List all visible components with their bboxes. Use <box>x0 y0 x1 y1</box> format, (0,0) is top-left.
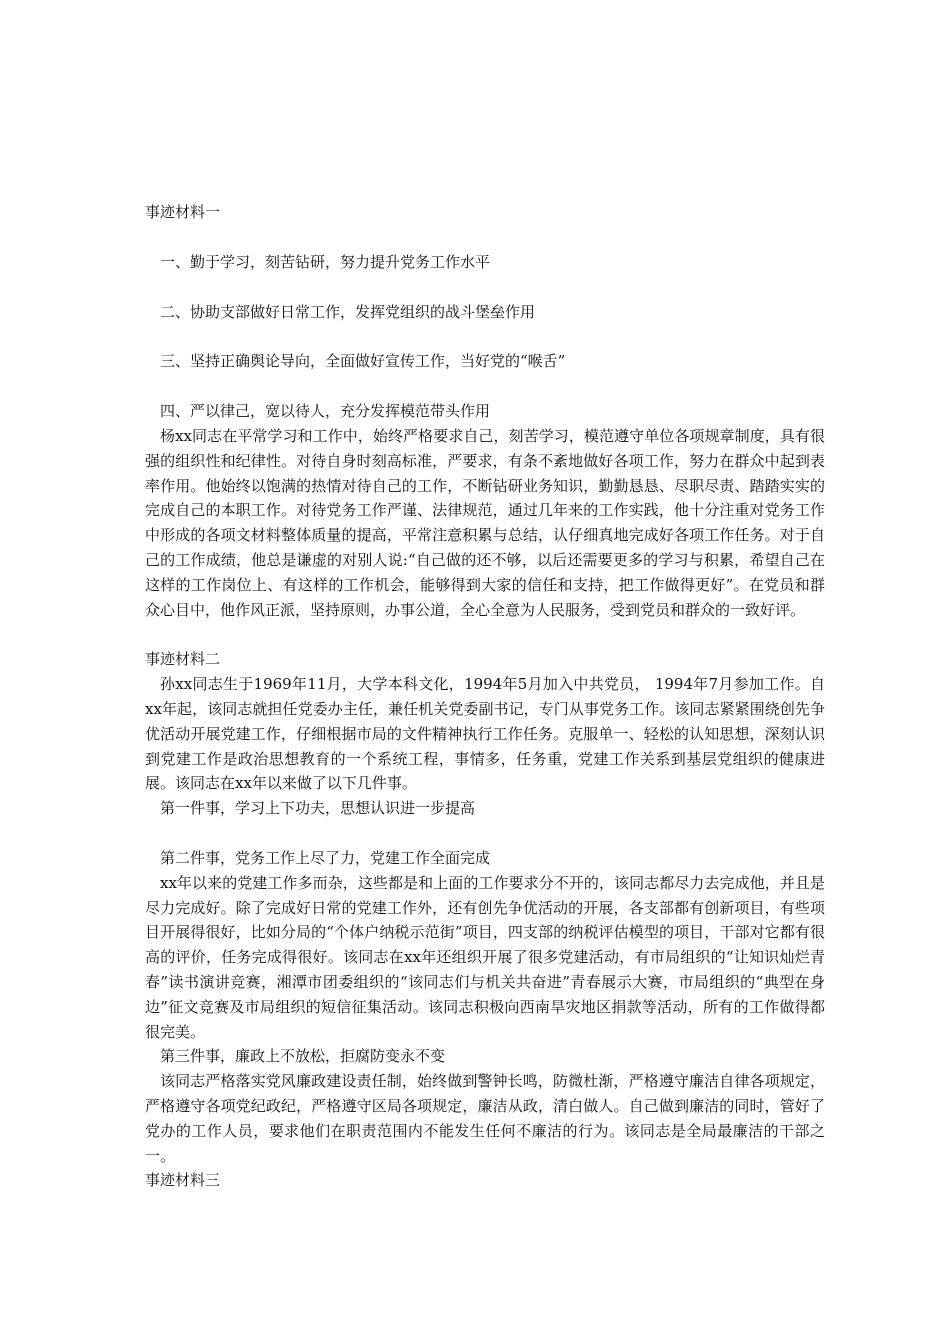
heading-1: 一、勤于学习，刻苦钻研，努力提升党务工作水平 <box>160 252 491 271</box>
item-heading-2: 第二件事，党务工作上尽了力，党建工作全面完成 <box>160 848 491 867</box>
heading-2: 二、协助支部做好日常工作，发挥党组织的战斗堡垒作用 <box>160 302 536 321</box>
section-title-2: 事迹材料二 <box>145 650 221 669</box>
item-text-2: xx年以来的党建工作多而杂，这些都是和上面的工作要求分不开的，该同志都尽力去完成他，并且是尽力完成好。除了完成好日常的党建工作外，还有创先争优活动的开展，各支部都有创新项目，有些项目开展得很好，比如分局的“个体户纳税示范街”项目，四支部的纳税评估模型的项目，干部对它都有很高的评价，任务完成得很好。该同志在xx年还组织开展了很多党建活动，有市局组织的“让知识灿烂青春”读书演讲竞赛，湘潭市团委组织的“该同志们与机关共奋进”青春展示大赛，市局组织的“典型在身边”征文竞赛及市局组织的短信征集活动。该同志积极向西南旱灾地区捐款等活动，所有的工作做得都很完美。 <box>145 873 825 1041</box>
heading-4: 四、严以律己，宽以待人，充分发挥模范带头作用 <box>160 402 491 421</box>
document-page <box>145 200 825 1193</box>
section-title-3: 事迹材料三 <box>145 1171 221 1190</box>
heading-3: 三、坚持正确舆论导向，全面做好宣传工作，当好党的“喉舌” <box>160 352 566 371</box>
item-heading-1: 第一件事，学习上下功夫，思想认识进一步提高 <box>160 799 476 818</box>
section-title-1: 事迹材料一 <box>145 203 221 221</box>
item-text-3: 该同志严格落实党风廉政建设责任制，始终做到警钟长鸣，防微杜渐，严格遵守廉洁自律各项规定，严格遵守各项党纪政纪，严格遵守区局各项规定，廉洁从政，清白做人。自己做到廉洁的同时，管好了党办的工作人员，要求他们在职责范围内不能发生任何不廉洁的行为。该同志是全局最廉洁的干部之一。 <box>145 1072 825 1165</box>
paragraph-intro-2: 孙xx同志生于1969年11月，大学本科文化，1994年5月加入中共党员， 1994年7月参加工作。自xx年起，该同志就担任党委办主任，兼任机关党委副书记，专门从事党务工作。该同志紧紧围绕创先争优活动开展党建工作，仔细根据市局的文件精神执行工作任务。克服单一、轻松的认知思想，深刻认识到党建工作是政治思想教育的一个系统工程，事情多，任务重，党建工作关系到基层党组织的健康进展。该同志在xx年以来做了以下几件事。 <box>145 675 825 793</box>
paragraph-1: 杨xx同志在平常学习和工作中，始终严格要求自己，刻苦学习，模范遵守单位各项规章制度，具有很强的组织性和纪律性。对待自身时刻高标准，严要求，有条不紊地做好各项工作，努力在群众中起到表率作用。他始终以饱满的热情对待自己的工作，不断钻研业务知识，勤勤恳恳、尽职尽责、踏踏实实的完成自己的本职工作。对待党务工作严谨、法律规范，通过几年来的工作实践，他十分注重对党务工作中形成的各项文材料整体质量的提高，平常注意积累与总结，认仔细真地完成好各项工作任务。对于自己的工作成绩，他总是谦虚的对别人说:“自己做的还不够，以后还需要更多的学习与积累，希望自己在这样的工作岗位上、有这样的工作机会，能够得到大家的信任和支持，把工作做得更好”。在党员和群众心目中，他作风正派，坚持原则，办事公道，全心全意为人民服务，受到党员和群众的一致好评。 <box>145 426 825 619</box>
item-heading-3: 第三件事，廉政上不放松，拒腐防变永不变 <box>160 1047 446 1066</box>
